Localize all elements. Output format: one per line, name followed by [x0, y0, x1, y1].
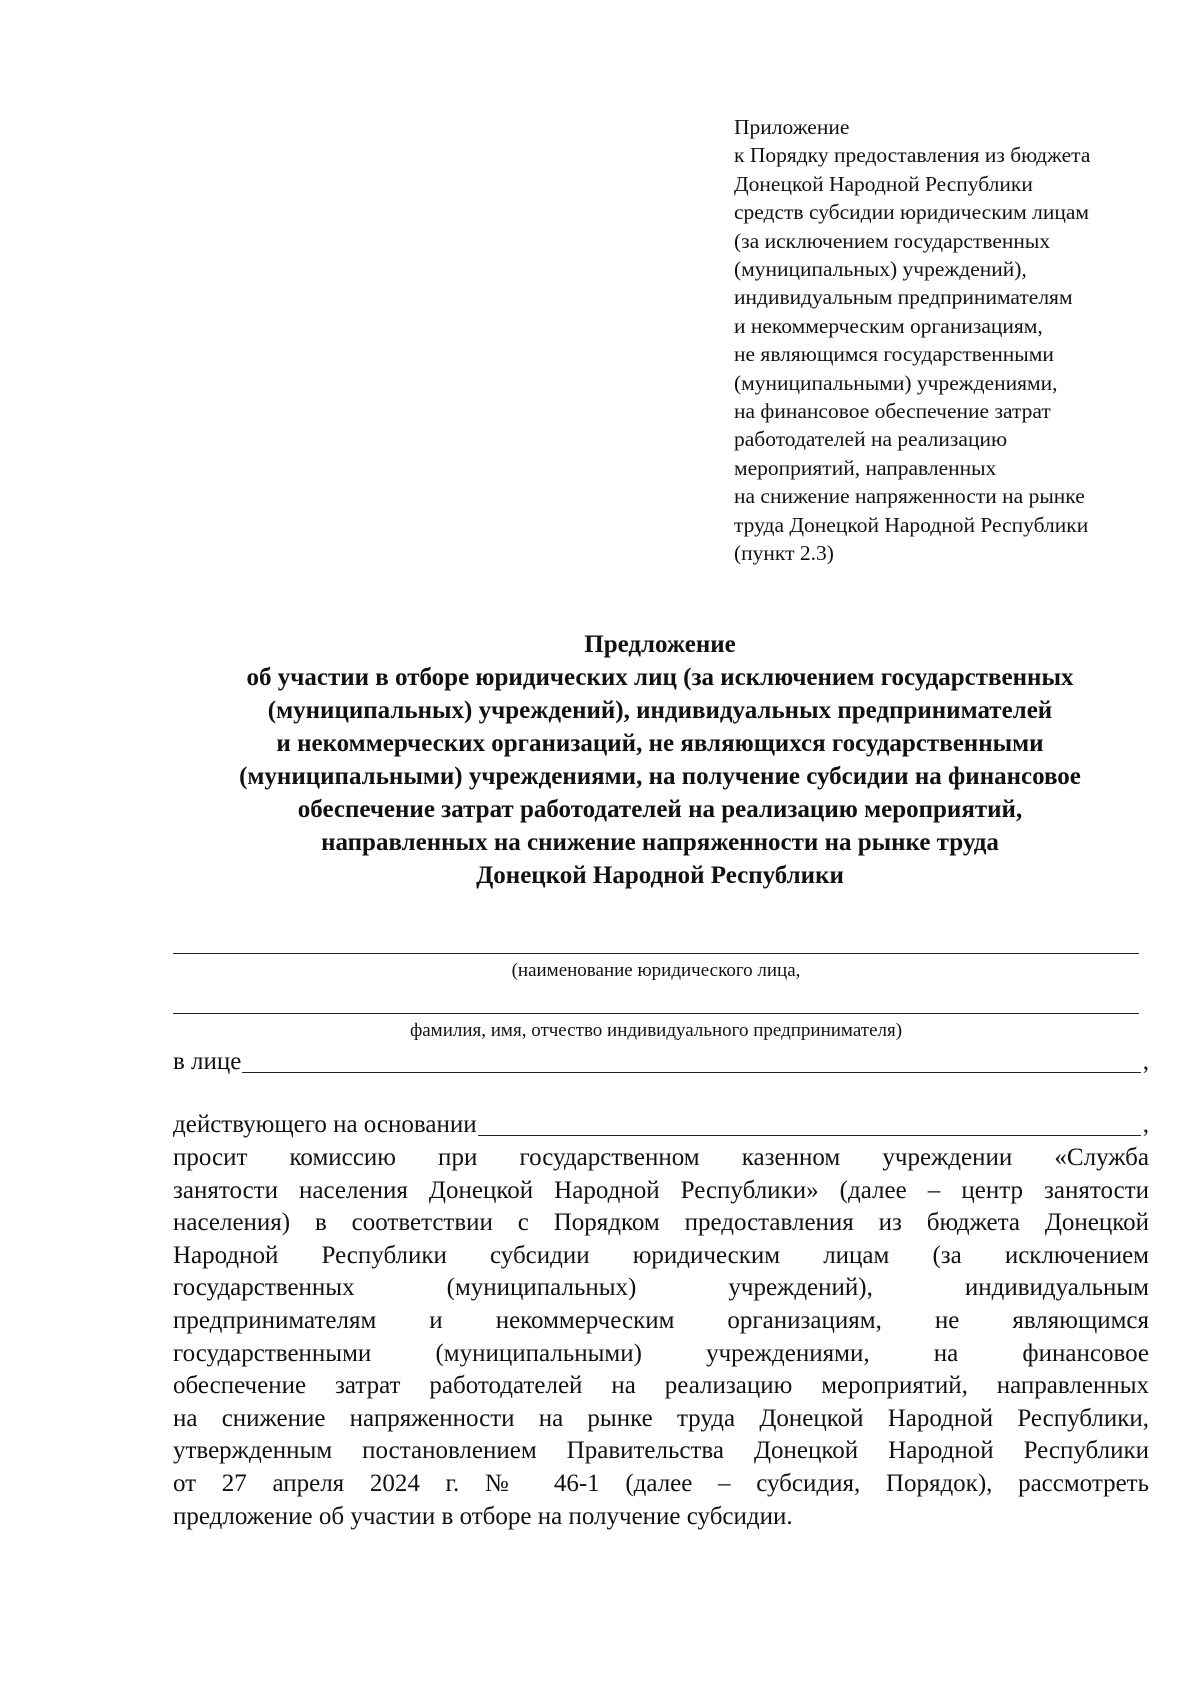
- appendix-line: труда Донецкой Народной Республики: [734, 512, 1089, 537]
- paragraph-line: просит комиссию при государственном казенном учреждении «Служба: [173, 1144, 1149, 1171]
- acting-basis-comma: ,: [1142, 1111, 1149, 1138]
- in-person-comma: ,: [1142, 1048, 1149, 1075]
- name-caption: (наименование юридического лица,: [511, 960, 801, 981]
- appendix-line: средств субсидии юридическим лицам: [734, 200, 1090, 225]
- appendix-line: Приложение: [734, 115, 850, 139]
- appendix-block: [734, 113, 1148, 568]
- fio-caption: фамилия, имя, отчество индивидуального предпринимателя): [409, 1020, 903, 1041]
- title-line: (муниципальными) учреждениями, на получение субсидии на финансовое: [239, 763, 1081, 790]
- acting-basis-row: [173, 1109, 1149, 1141]
- in-person-row: [173, 1046, 1149, 1078]
- paragraph-line: государственных (муниципальных) учреждений), индивидуальным: [173, 1274, 1149, 1302]
- appendix-line: к Порядку предоставления из бюджета: [734, 143, 1091, 168]
- appendix-line: работодателей на реализацию: [734, 427, 1008, 452]
- title-line: Предложение: [584, 631, 736, 658]
- appendix-line: (муниципальными) учреждениями,: [734, 370, 1058, 395]
- paragraph-line: Народной Республики субсидии юридическим лицам (за исключением: [173, 1241, 1149, 1269]
- in-person-label: в лице: [173, 1048, 242, 1075]
- document-title: [150, 628, 1170, 892]
- name-blank-line[interactable]: [173, 953, 1139, 954]
- acting-basis-blank[interactable]: [478, 1135, 1141, 1136]
- paragraph-line: населения) в соответствии с Порядком предоставления из бюджета Донецкой: [173, 1209, 1149, 1237]
- paragraph-line: от 27 апреля 2024 г. № 46-1 (далее – субсидия, Порядок), рассмотреть: [173, 1469, 1149, 1497]
- appendix-line: на финансовое обеспечение затрат: [734, 399, 1051, 424]
- title-line: (муниципальных) учреждений), индивидуальных предпринимателей: [267, 697, 1053, 724]
- appendix-line: (за исключением государственных: [734, 228, 1051, 253]
- fio-blank-line[interactable]: [173, 1013, 1139, 1014]
- paragraph-line: занятости населения Донецкой Народной Республики» (далее – центр занятости: [173, 1176, 1149, 1204]
- title-line: и некоммерческих организаций, не являющихся государственными: [276, 730, 1044, 757]
- title-line: обеспечение затрат работодателей на реализацию мероприятий,: [297, 796, 1023, 823]
- title-line: направленных на снижение напряженности на рынке труда: [321, 829, 999, 856]
- paragraph-line: обеспечение затрат работодателей на реализацию мероприятий, направленных: [173, 1372, 1149, 1400]
- appendix-line: не являющимся государственными: [734, 342, 1054, 367]
- title-line: об участии в отборе юридических лиц (за исключением государственных: [246, 664, 1074, 691]
- appendix-line: (пункт 2.3): [734, 541, 834, 566]
- paragraph-line: утвержденным постановлением Правительства Донецкой Народной Республики: [173, 1437, 1149, 1465]
- appendix-line: Донецкой Народной Республики: [734, 171, 1033, 196]
- request-paragraph: [173, 1142, 1149, 1533]
- appendix-line: индивидуальным предпринимателям: [734, 285, 1073, 310]
- paragraph-line: государственными (муниципальными) учреждениями, на финансовое: [173, 1339, 1149, 1367]
- title-line: Донецкой Народной Республики: [476, 862, 844, 889]
- appendix-line: на снижение напряженности на рынке: [734, 484, 1085, 509]
- appendix-line: мероприятий, направленных: [734, 455, 997, 480]
- paragraph-line: предпринимателям и некоммерческим организациям, не являющимся: [173, 1306, 1149, 1334]
- paragraph-line: предложение об участии в отборе на получение субсидии.: [173, 1502, 793, 1530]
- in-person-blank[interactable]: [242, 1072, 1140, 1073]
- appendix-line: и некоммерческим организациям,: [734, 313, 1043, 338]
- appendix-line: (муниципальных) учреждений),: [734, 257, 1027, 282]
- paragraph-line: на снижение напряженности на рынке труда Донецкой Народной Республики,: [173, 1404, 1149, 1432]
- acting-basis-label: действующего на основании: [173, 1111, 477, 1138]
